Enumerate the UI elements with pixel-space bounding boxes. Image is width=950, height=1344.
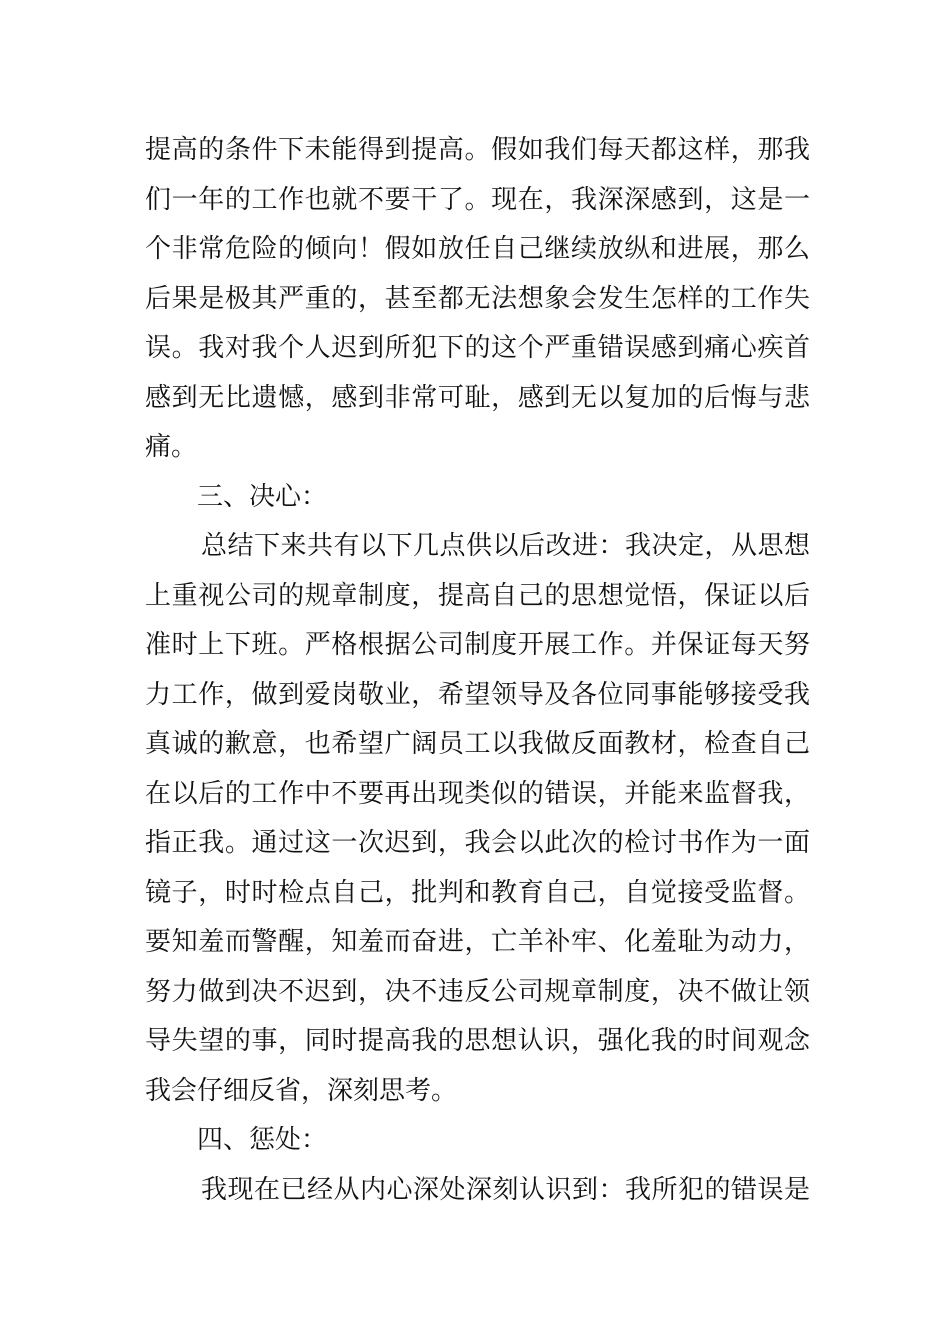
text-line: 在以后的工作中不要再出现类似的错误，并能来监督我， bbox=[145, 778, 810, 809]
document-body bbox=[145, 126, 810, 1215]
section-heading-resolution: 三、决心： bbox=[197, 481, 328, 512]
text-line: 提高的条件下未能得到提高。假如我们每天都这样，那我 bbox=[145, 135, 810, 165]
text-line: 误。我对我个人迟到所犯下的这个严重错误感到痛心疾首 bbox=[145, 333, 810, 363]
text-line: 后果是极其严重的，甚至都无法想象会发生怎样的工作失 bbox=[145, 283, 810, 314]
text-line: 努力做到决不迟到，决不违反公司规章制度，决不做让领 bbox=[145, 976, 810, 1007]
text-line: 指正我。通过这一次迟到，我会以此次的检讨书作为一面 bbox=[145, 828, 810, 858]
text-line: 个非常危险的倾向！假如放任自己继续放纵和进展，那么 bbox=[145, 234, 810, 264]
text-line: 准时上下班。严格根据公司制度开展工作。并保证每天努 bbox=[145, 630, 810, 660]
paragraph-3 bbox=[145, 1166, 810, 1216]
text-line: 镜子，时时检点自己，批判和教育自己，自觉接受监督。 bbox=[145, 877, 810, 908]
text-line: 总结下来共有以下几点供以后改进：我决定，从思想 bbox=[201, 531, 810, 561]
text-line: 感到无比遗憾，感到非常可耻，感到无以复加的后悔与悲 bbox=[145, 382, 810, 413]
text-line: 真诚的歉意，也希望广阔员工以我做反面教材，检查自己 bbox=[145, 729, 810, 759]
text-line: 导失望的事，同时提高我的思想认识，强化我的时间观念 bbox=[145, 1026, 810, 1056]
text-line: 我现在已经从内心深处深刻认识到：我所犯的错误是 bbox=[201, 1174, 810, 1205]
text-line: 痛。 bbox=[145, 432, 198, 462]
paragraph-1 bbox=[145, 126, 810, 473]
section-heading-punishment: 四、惩处： bbox=[197, 1125, 328, 1155]
paragraph-2 bbox=[145, 522, 810, 1116]
text-line: 要知羞而警醒，知羞而奋进，亡羊补牢、化羞耻为动力， bbox=[145, 927, 810, 957]
text-line: 力工作，做到爱岗敬业，希望领导及各位同事能够接受我 bbox=[145, 679, 810, 710]
text-line: 我会仔细反省，深刻思考。 bbox=[145, 1075, 458, 1106]
text-line: 上重视公司的规章制度，提高自己的思想觉悟，保证以后 bbox=[145, 580, 810, 611]
text-line: 们一年的工作也就不要干了。现在，我深深感到，这是一 bbox=[145, 184, 810, 215]
